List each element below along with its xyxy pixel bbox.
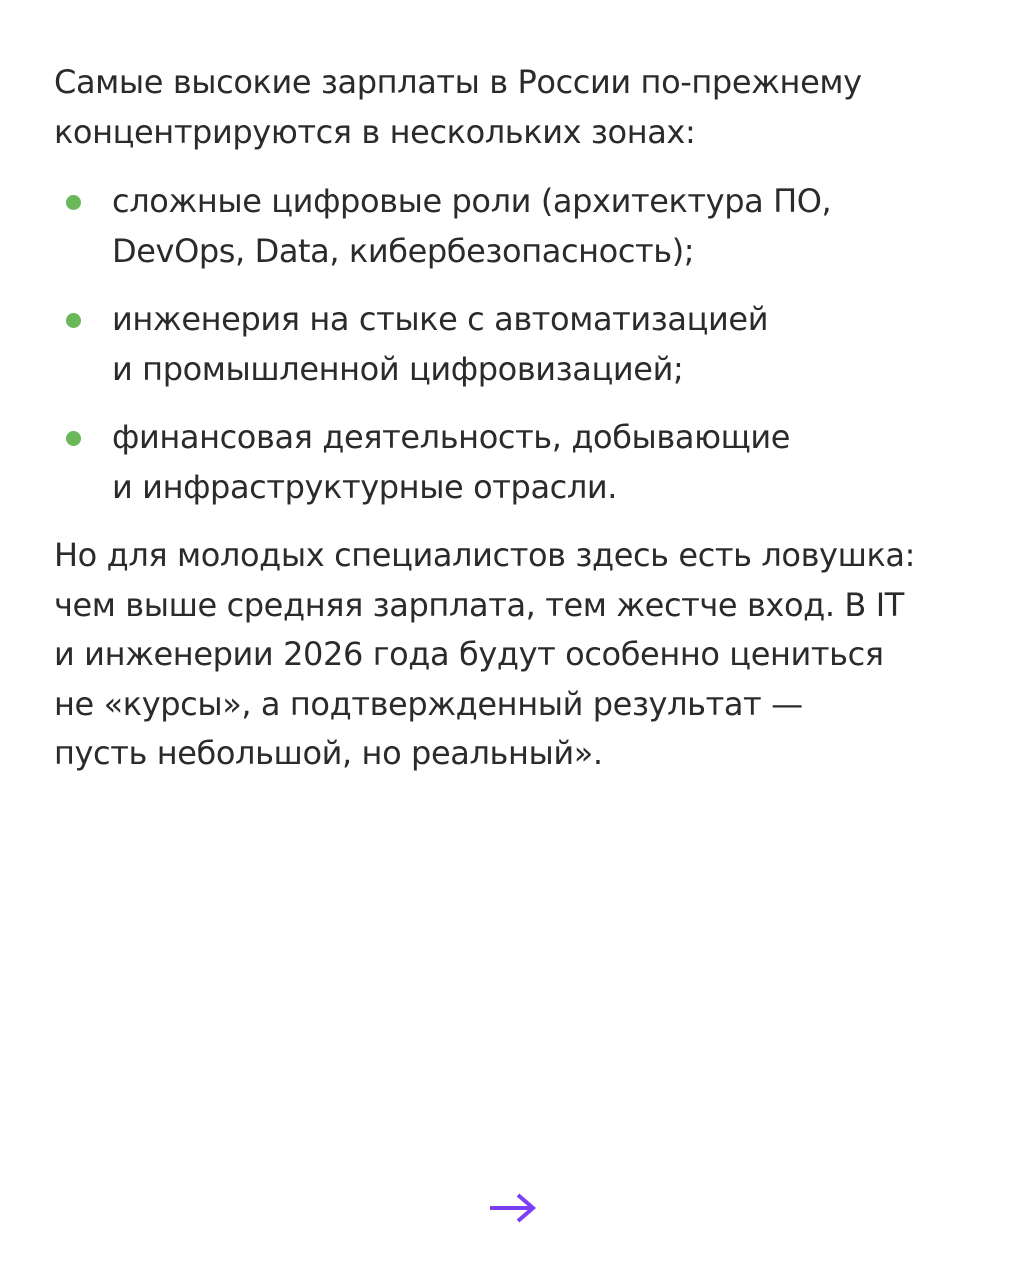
- bullet-line: сложные цифровые роли (архитектура ПО,: [112, 182, 832, 220]
- bullet-item: [54, 295, 984, 394]
- outro-line: чем выше средняя зарплата, тем жестче вход. В IT: [54, 585, 904, 624]
- outro-paragraph: [54, 531, 984, 779]
- intro-line: Самые высокие зарплаты в России по-прежнему: [54, 63, 862, 101]
- bullet-item: [54, 177, 984, 276]
- arrow-right-icon: [488, 1190, 538, 1226]
- bullet-item: [54, 413, 984, 512]
- bullet-dot-icon: [66, 195, 81, 210]
- outro-line: Но для молодых специалистов здесь есть ловушка:: [54, 536, 915, 574]
- bullet-line: финансовая деятельность, добывающие: [112, 418, 791, 456]
- bullet-line: и промышленной цифровизацией;: [112, 349, 684, 388]
- next-slide-button[interactable]: [488, 1190, 538, 1226]
- bullet-dot-icon: [66, 313, 81, 328]
- outro-line: пусть небольшой, но реальный».: [54, 734, 603, 772]
- bullet-line: DevOps, Data, кибербезопасность);: [112, 231, 695, 270]
- bullet-line: и инфраструктурные отрасли.: [112, 467, 618, 506]
- outro-line: и инженерии 2026 года будут особенно цениться: [54, 635, 884, 673]
- bullet-dot-icon: [66, 431, 81, 446]
- intro-line: концентрируются в нескольких зонах:: [54, 112, 696, 151]
- outro-line: не «курсы», а подтвержденный результат —: [54, 684, 803, 723]
- article-body: [54, 58, 984, 779]
- bullet-line: инженерия на стыке с автоматизацией: [112, 300, 769, 338]
- intro-paragraph: [54, 58, 984, 157]
- bullet-list: [54, 177, 984, 512]
